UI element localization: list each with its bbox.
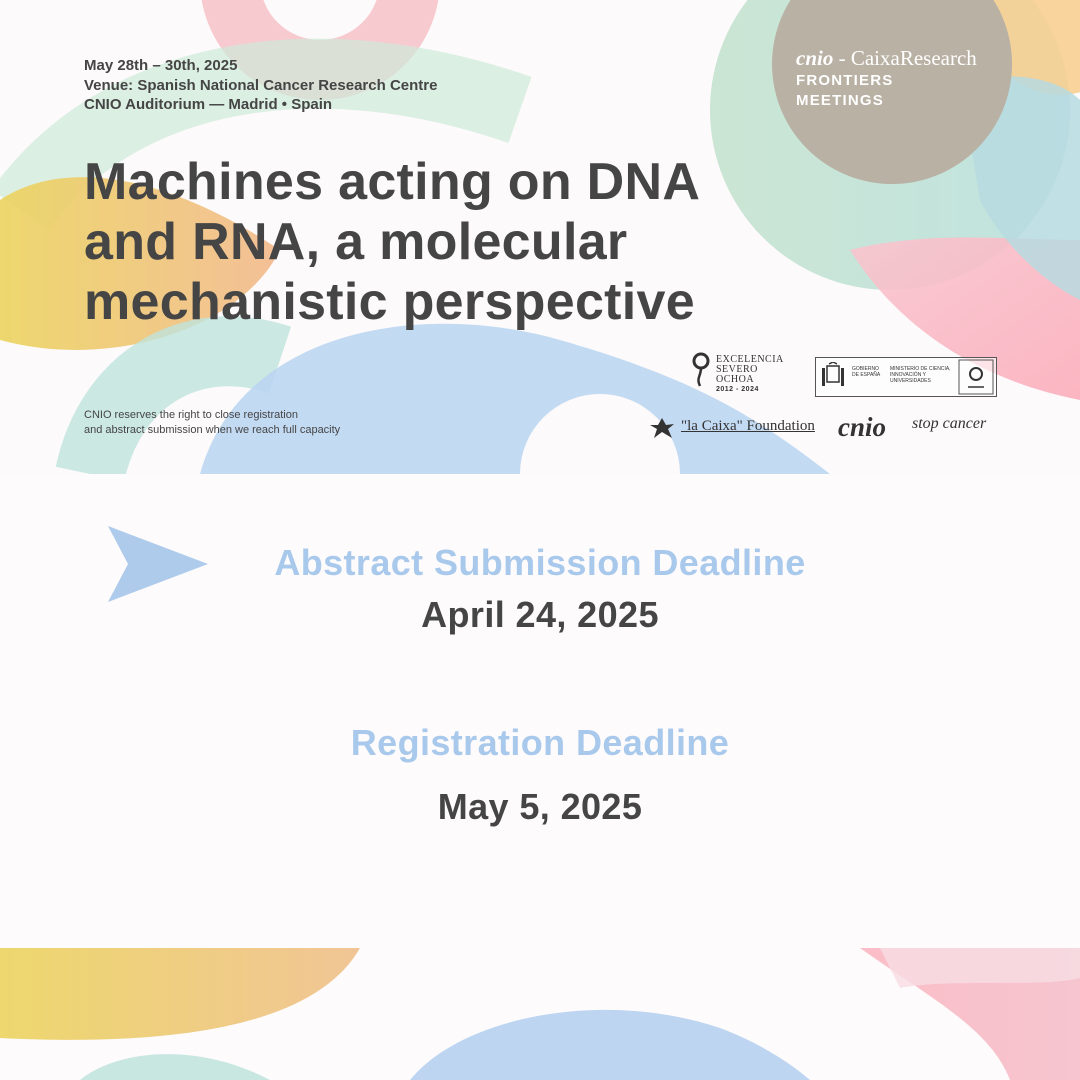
capacity-notice-line2: and abstract submission when we reach full capacity [84, 424, 341, 436]
registration-deadline-date: May 5, 2025 [437, 786, 643, 827]
badge-brand-caixaresearch: - CaixaResearch [833, 46, 977, 70]
cnio-logo: cnio [838, 412, 887, 442]
event-title-line1: Machines acting on DNA [84, 153, 701, 211]
la-caixa-star-icon [648, 416, 676, 440]
cnio-caixaresearch-logo [796, 46, 977, 71]
gobierno-text: GOBIERNO DE ESPAÑA [852, 366, 881, 378]
abstract-deadline-date: April 24, 2025 [421, 594, 659, 635]
stop-cancer-logo: stop cancer [912, 415, 987, 432]
footer-decorative-band [0, 948, 1080, 1080]
severo-line3: OCHOA [716, 374, 755, 385]
la-caixa-foundation-logo: "la Caixa" Foundation [681, 418, 815, 434]
severo-line1: EXCELENCIA [716, 354, 784, 365]
event-dates: May 28th – 30th, 2025 [84, 57, 238, 74]
badge-frontiers: FRONTIERS [796, 72, 894, 89]
event-venue: Venue: Spanish National Cancer Research Centre [84, 77, 438, 94]
spain-coat-of-arms-icon [820, 362, 846, 392]
severo-years: 2012 - 2024 [716, 386, 759, 393]
capacity-notice [84, 408, 340, 438]
event-location: CNIO Auditorium — Madrid • Spain [84, 96, 333, 113]
badge-brand-cnio: cnio [796, 46, 834, 70]
isciii-logo-icon [958, 359, 994, 395]
badge-meetings: MEETINGS [796, 92, 884, 109]
event-title [84, 152, 804, 332]
event-title-line3: mechanistic perspective [84, 273, 695, 331]
abstract-deadline-label: Abstract Submission Deadline [274, 542, 806, 583]
event-title-line2: and RNA, a molecular [84, 213, 628, 271]
registration-deadline-label: Registration Deadline [350, 722, 730, 763]
severo-ochoa-icon [692, 352, 712, 388]
ministerio-text: MINISTERIO DE CIENCIA, INNOVACIÓN Y UNIVERSIDADES [890, 366, 951, 384]
capacity-notice-line1: CNIO reserves the right to close registration [84, 409, 298, 421]
footer-decorative-shapes [0, 948, 1080, 1080]
severo-line2: SEVERO [716, 364, 758, 375]
severo-ochoa-logo [716, 355, 784, 395]
